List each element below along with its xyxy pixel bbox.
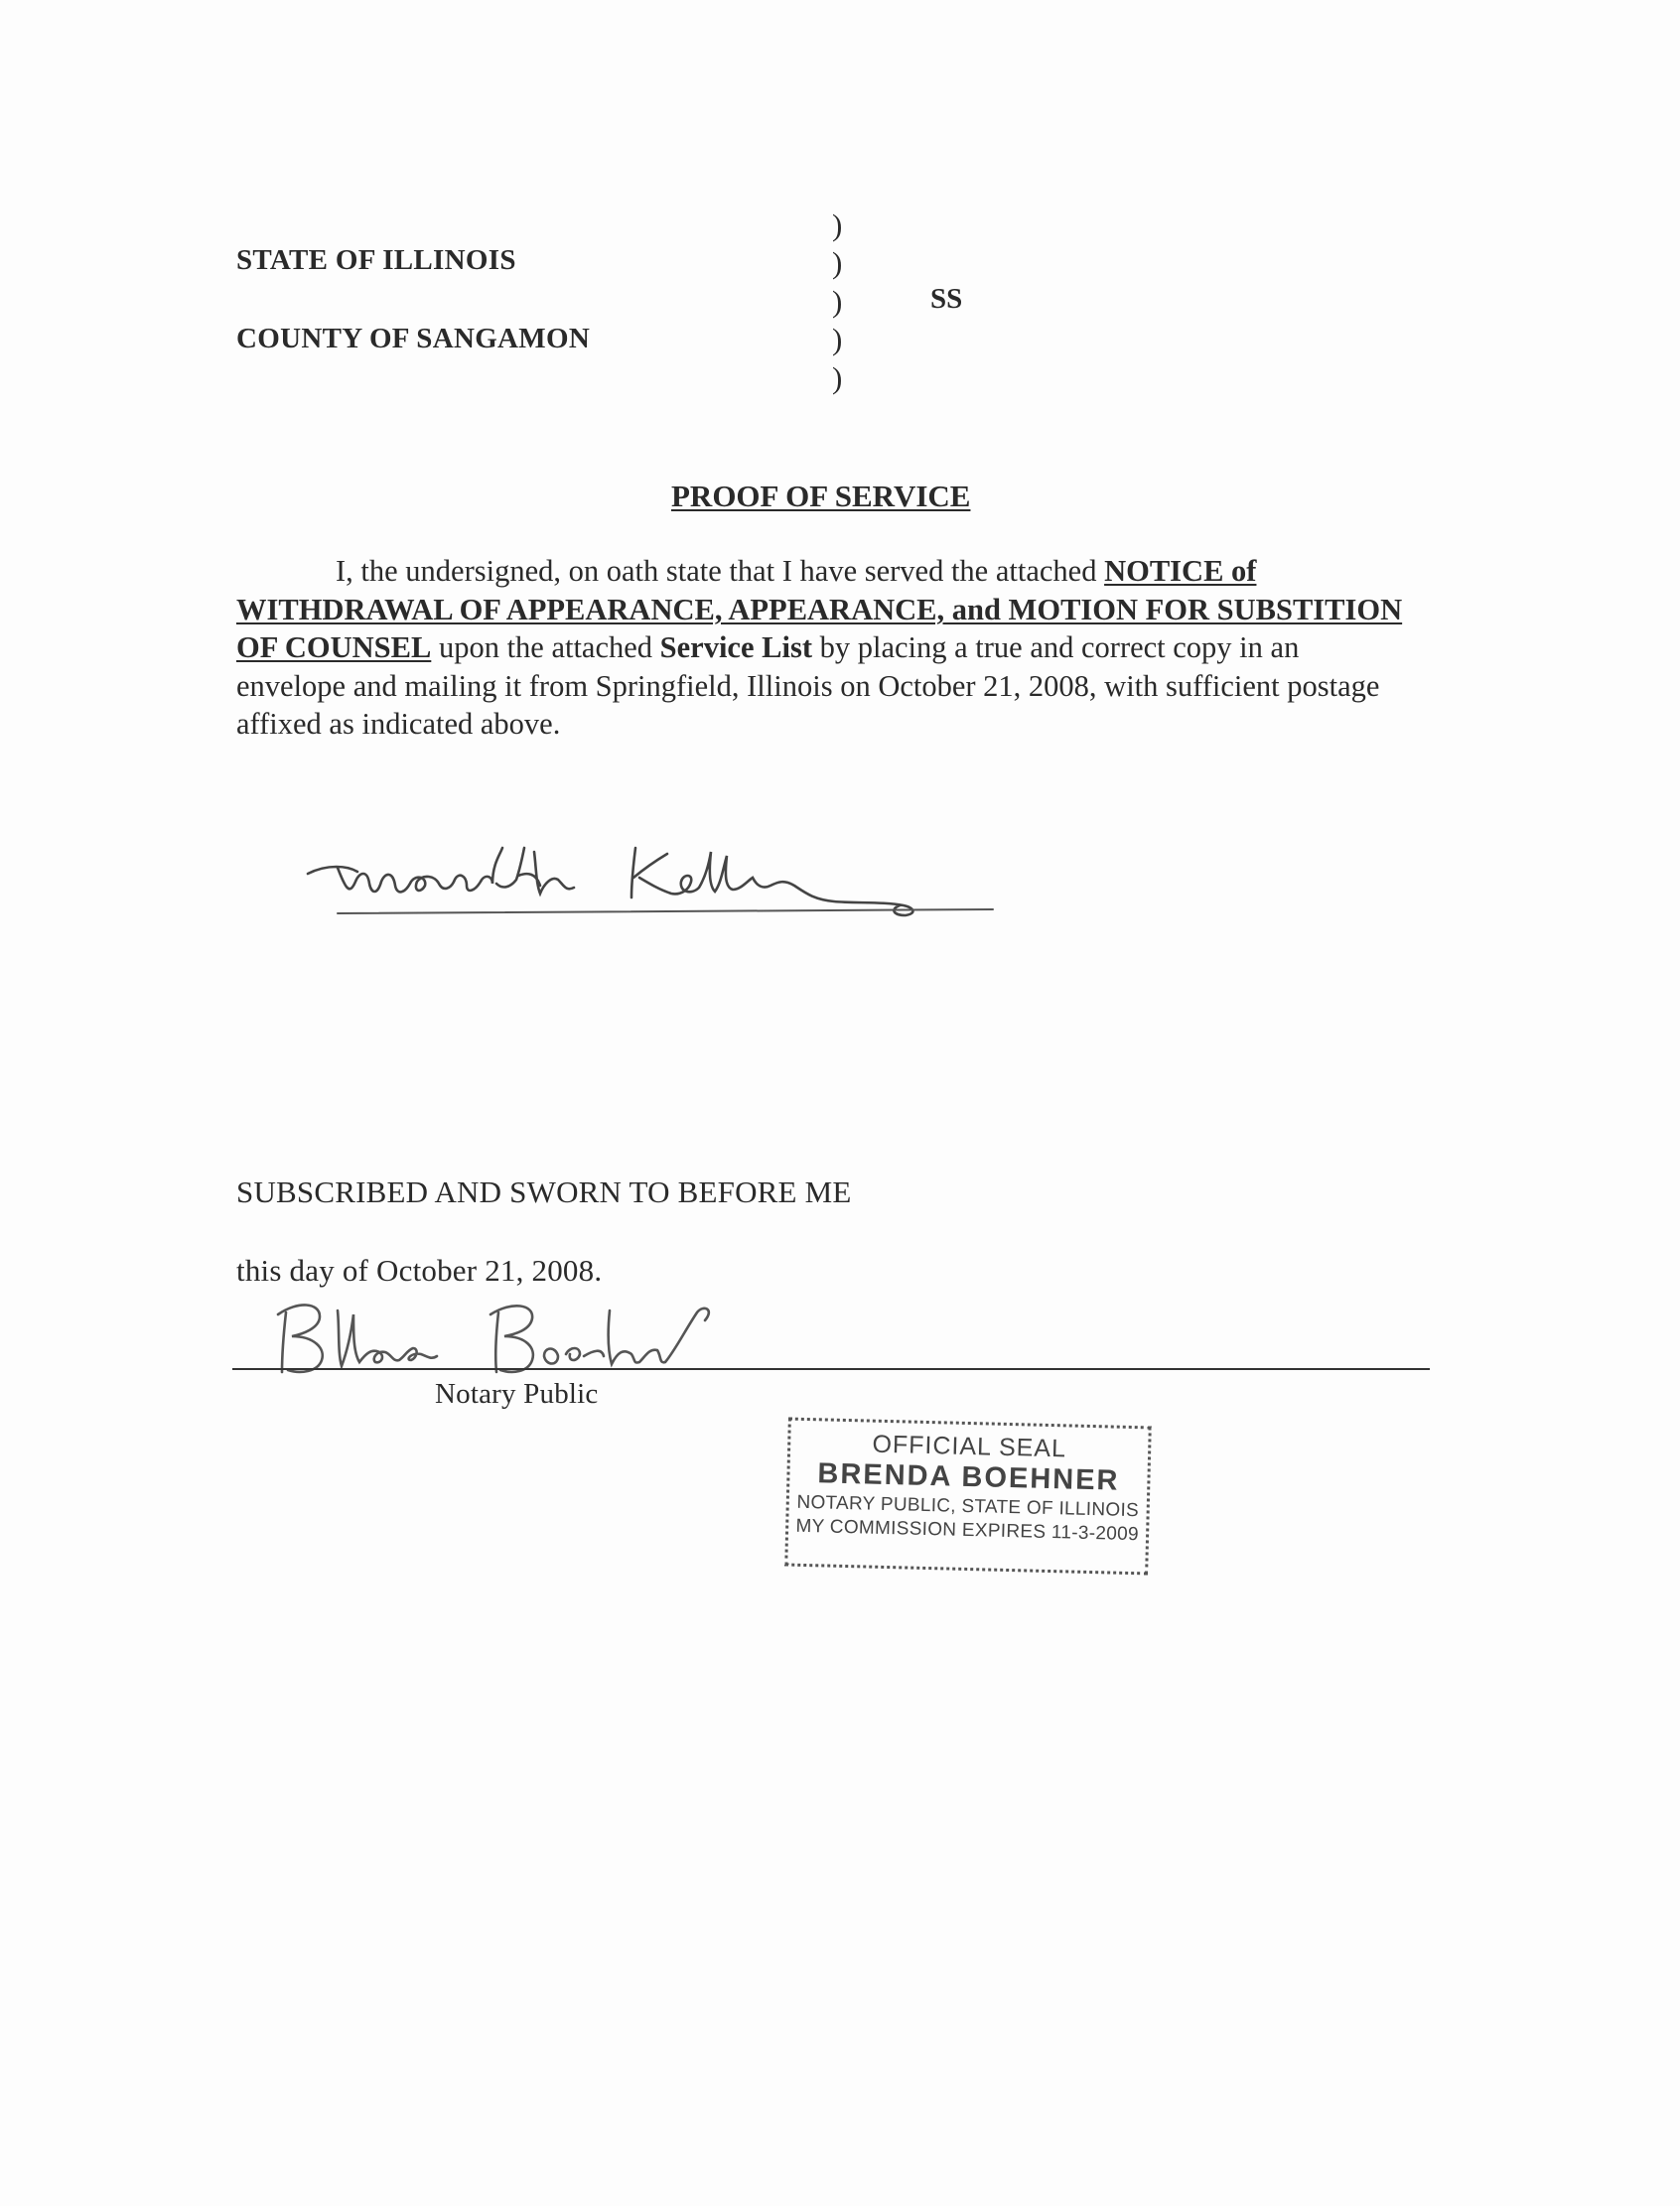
state-label: STATE OF ILLINOIS [236,244,516,276]
paragraph-intro: I, the undersigned, on oath state that I have served the attached [336,554,1105,588]
caption-paren: ) [832,284,843,319]
notary-public-label: Notary Public [435,1378,599,1410]
caption-paren: ) [832,322,843,356]
seal-commission-expiry: MY COMMISSION EXPIRES 11-3-2009 [795,1515,1140,1546]
service-list-reference: Service List [659,630,812,664]
county-label: COUNTY OF SANGAMON [236,323,591,354]
seal-title: OFFICIAL SEAL [872,1430,1067,1463]
seal-notary-name: BRENDA BOEHNER [817,1457,1120,1497]
jurat-date: this day of October 21, 2008. [236,1253,603,1288]
caption-paren: ) [832,245,843,280]
service-paragraph [236,552,1408,744]
served-documents: NOTICE of WITHDRAWAL OF APPEARANCE, APPEARANCE, and MOTION FOR SUBSTITION OF COUNSEL [236,554,1403,664]
paragraph-ending: by placing a true and correct copy in an envelope and mailing it from Springfield, Illinois on October 21, 2008, with sufficient postage affixed as indicated above. [236,630,1380,741]
notary-signature-line [232,1368,1430,1370]
ss-label: SS [930,283,963,315]
caption-paren: ) [832,207,843,242]
notary-seal-stamp [784,1418,1152,1576]
sworn-statement: SUBSCRIBED AND SWORN TO BEFORE ME [236,1174,852,1209]
paragraph-middle: upon the attached [431,630,660,664]
seal-jurisdiction: NOTARY PUBLIC, STATE OF ILLINOIS [796,1491,1140,1522]
document-title: PROOF OF SERVICE [671,479,971,513]
caption-paren: ) [832,360,843,395]
notary-signature [268,1291,804,1390]
server-signature [298,824,1013,923]
